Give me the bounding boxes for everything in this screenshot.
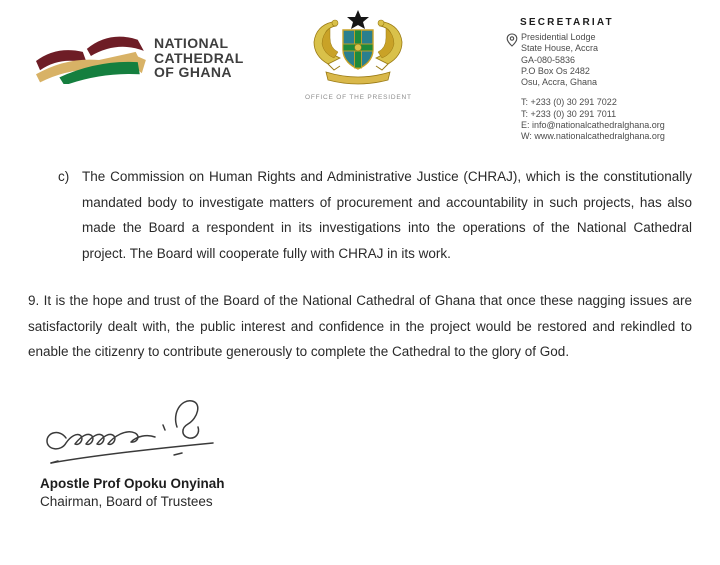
org-name-line2: CATHEDRAL xyxy=(154,49,244,66)
paragraph-item-c xyxy=(58,164,692,266)
org-name xyxy=(154,36,244,80)
coat-of-arms-block xyxy=(305,8,410,101)
ghana-coat-of-arms-icon xyxy=(308,8,408,88)
phone-line: T: +233 (0) 30 291 7011 xyxy=(521,108,617,119)
website-line: W: www.nationalcathedralghana.org xyxy=(521,131,665,142)
signatory-name: Apostle Prof Opoku Onyinah xyxy=(40,476,225,491)
secretariat-address xyxy=(521,32,598,88)
signatory-title: Chairman, Board of Trustees xyxy=(40,494,213,509)
address-line: State House, Accra xyxy=(521,43,599,54)
address-line: GA-080-5836 xyxy=(521,54,576,65)
org-name-line3: OF GHANA xyxy=(154,64,232,80)
phone-line: T: +233 (0) 30 291 7022 xyxy=(521,97,617,108)
secretariat-contacts xyxy=(521,97,711,142)
address-line: Presidential Lodge xyxy=(521,32,596,42)
secretariat-block xyxy=(506,17,711,143)
org-name-line1: NATIONAL xyxy=(154,35,229,51)
secretariat-title: SECRETARIAT xyxy=(520,17,614,28)
address-line: P.O Box Os 2482 xyxy=(521,65,590,76)
email-line: E: info@nationalcathedralghana.org xyxy=(521,120,665,131)
national-cathedral-logo-icon xyxy=(36,32,154,84)
handwritten-signature-icon xyxy=(36,396,226,471)
office-caption: OFFICE OF THE PRESIDENT xyxy=(305,94,412,101)
item-c-marker: c) xyxy=(58,169,70,184)
paragraph-9: 9. It is the hope and trust of the Board of the National Cathedral of Ghana that once these nagging issues are satisfactorily dealt with, the public interest and confidence in the project would be restored and rekindled to enable the citizenry to contribute generously to complete the Cathedral to the glory of God. xyxy=(28,293,692,359)
item-c-text: The Commission on Human Rights and Administrative Justice (CHRAJ), which is the constitutionally mandated body to investigate matters of procurement and accountability in such projects, has also made the Board a respondent in its investigations into the operations of the National Cathedral project. The Board will cooperate fully with CHRAJ in its work. xyxy=(82,169,692,261)
map-pin-icon xyxy=(506,33,518,47)
address-line: Osu, Accra, Ghana xyxy=(521,77,598,88)
